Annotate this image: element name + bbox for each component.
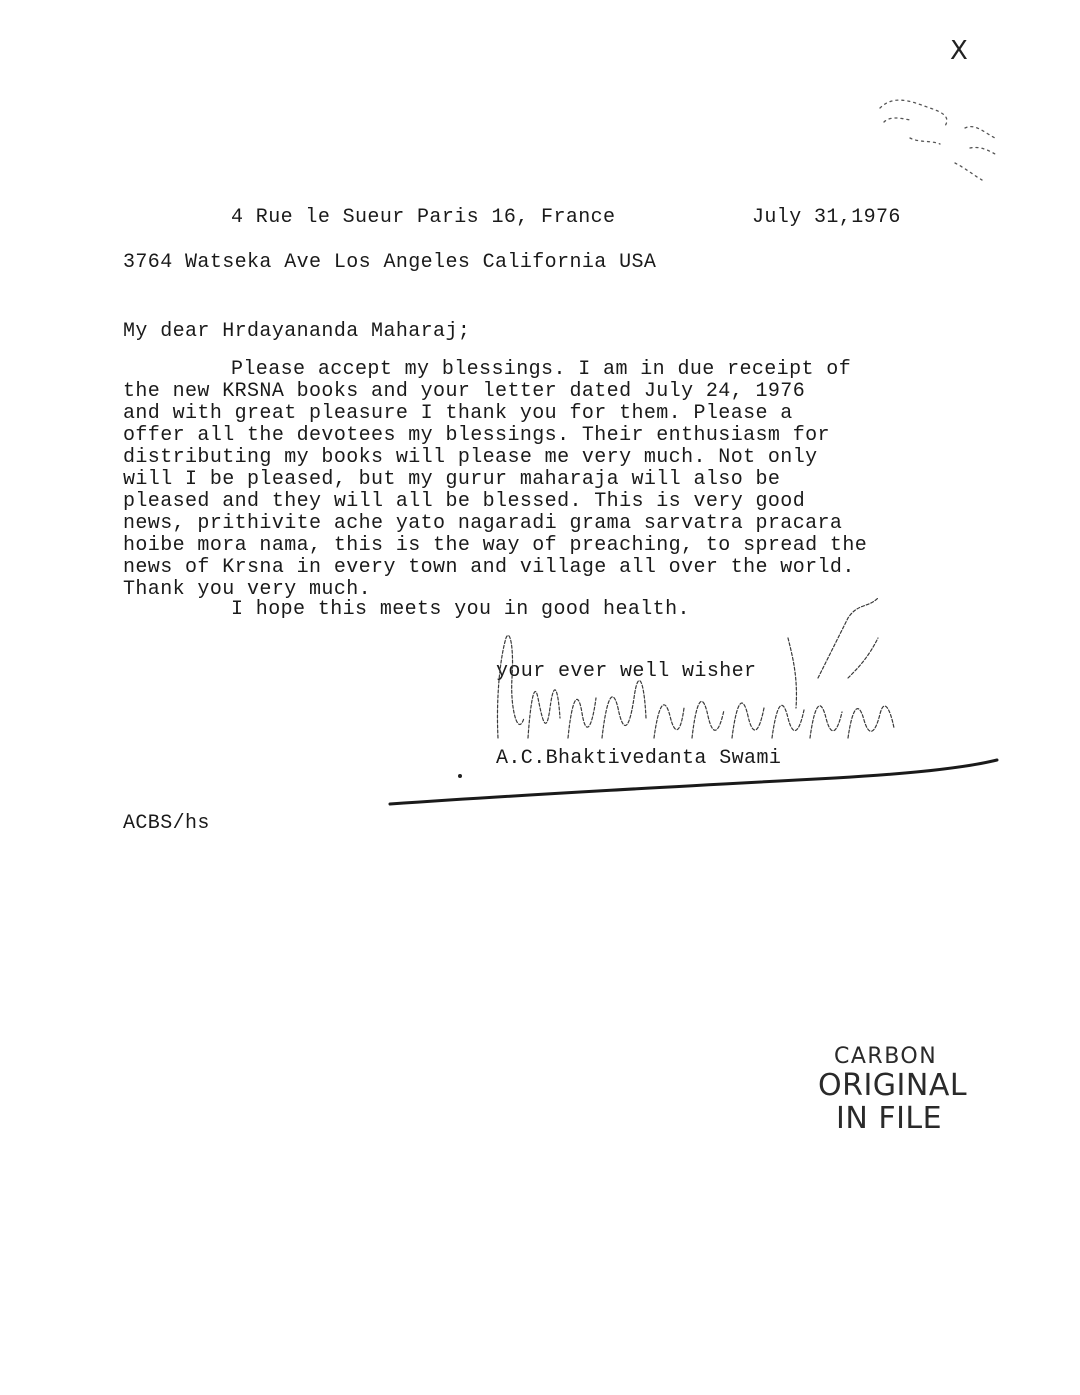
- body-line: pleased and they will all be blessed. This is very good: [123, 490, 806, 513]
- body-line: offer all the devotees my blessings. Their enthusiasm for: [123, 424, 830, 447]
- stamp-in-file: IN FILE: [836, 1101, 943, 1136]
- signatory-name: A.C.Bhaktivedanta Swami: [496, 747, 782, 770]
- complimentary-close: your ever well wisher: [496, 660, 757, 683]
- body-line: hoibe mora nama, this is the way of preaching, to spread the: [123, 534, 868, 557]
- stamp-original: ORIGINAL: [818, 1068, 968, 1103]
- scribble-mark: [870, 88, 1010, 198]
- ink-dot: [458, 774, 462, 778]
- body-line: news of Krsna in every town and village all over the world.: [123, 556, 855, 579]
- body-line: the new KRSNA books and your letter dated July 24, 1976: [123, 380, 806, 403]
- signature-underline: [385, 747, 1005, 810]
- body-line: and with great pleasure I thank you for them. Please a: [123, 402, 793, 425]
- body-line: news, prithivite ache yato nagaradi grama sarvatra pracara: [123, 512, 843, 535]
- body-line: will I be pleased, but my gurur maharaja will also be: [123, 468, 781, 491]
- sender-address: 4 Rue le Sueur Paris 16, France: [231, 206, 616, 229]
- letter-date: July 31,1976: [752, 206, 901, 229]
- body-line: distributing my books will please me very much. Not only: [123, 446, 818, 469]
- recipient-address: 3764 Watseka Ave Los Angeles California USA: [123, 251, 657, 274]
- corner-x-mark: X: [950, 36, 968, 66]
- stamp-carbon: CARBON: [834, 1044, 938, 1069]
- handwritten-signature: [488, 598, 928, 748]
- body-line: Thank you very much.: [123, 578, 372, 601]
- reference-initials: ACBS/hs: [123, 812, 210, 835]
- body-line: I hope this meets you in good health.: [231, 598, 690, 621]
- salutation: My dear Hrdayananda Maharaj;: [123, 320, 471, 343]
- body-line: Please accept my blessings. I am in due receipt of: [231, 358, 852, 381]
